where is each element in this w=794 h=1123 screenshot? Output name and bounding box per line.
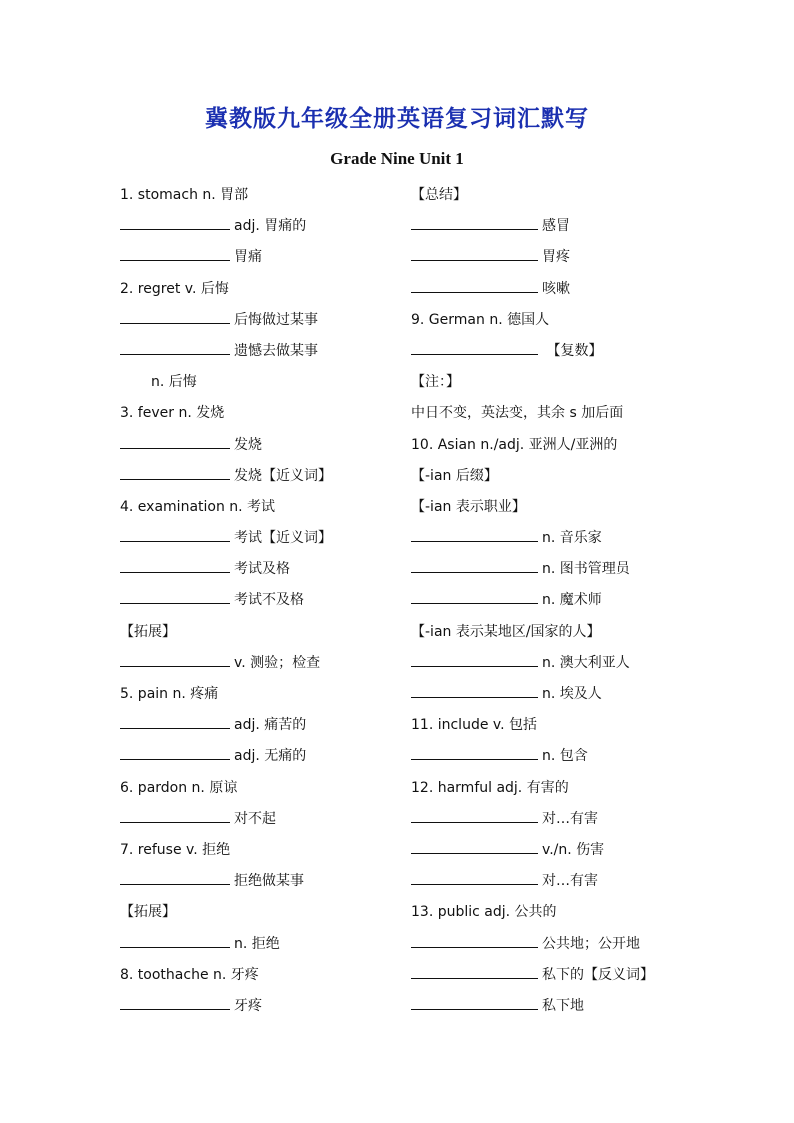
vocab-line xyxy=(411,367,711,398)
vocab-line xyxy=(120,897,400,928)
line-text: 4. examination n. 考试 xyxy=(120,498,276,515)
answer-blank[interactable] xyxy=(411,745,538,760)
line-text: 【-ian 后缀】 xyxy=(411,467,498,484)
line-text: 【拓展】 xyxy=(120,904,176,921)
answer-blank[interactable] xyxy=(120,933,230,948)
line-text: n. 拒绝 xyxy=(234,935,280,952)
line-text: 7. refuse v. 拒绝 xyxy=(120,841,231,858)
answer-blank[interactable] xyxy=(411,964,538,979)
answer-blank[interactable] xyxy=(411,589,538,604)
fill-in-row xyxy=(411,211,711,242)
fill-in-row xyxy=(411,523,711,554)
line-text: 【-ian 表示某地区/国家的人】 xyxy=(411,623,601,640)
answer-blank[interactable] xyxy=(411,995,538,1010)
vocab-line xyxy=(411,773,711,804)
line-text: 13. public adj. 公共的 xyxy=(411,904,557,921)
line-text: 【总结】 xyxy=(411,187,467,203)
vocab-line xyxy=(411,398,711,429)
line-text: 公共地；公开地 xyxy=(542,935,640,952)
line-text: 11. include v. 包括 xyxy=(411,717,537,734)
line-text: v./n. 伤害 xyxy=(542,841,605,858)
fill-in-row xyxy=(120,710,400,741)
vocab-line xyxy=(411,492,711,523)
answer-blank[interactable] xyxy=(120,340,230,355)
fill-in-row xyxy=(411,835,711,866)
unit-heading: Grade Nine Unit 1 xyxy=(330,149,464,168)
fill-in-row xyxy=(120,461,400,492)
fill-in-row xyxy=(411,585,711,616)
vocab-line xyxy=(120,180,400,211)
line-text: 5. pain n. 疼痛 xyxy=(120,686,219,702)
answer-blank[interactable] xyxy=(411,215,538,230)
line-text: 考试不及格 xyxy=(234,592,304,609)
answer-blank[interactable] xyxy=(411,558,538,573)
line-text: 私下的【反义词】 xyxy=(542,966,654,983)
answer-blank[interactable] xyxy=(120,246,230,261)
fill-in-row xyxy=(411,741,711,772)
line-text: 10. Asian n./adj. 亚洲人/亚洲的 xyxy=(411,436,618,453)
vocab-line xyxy=(411,617,711,648)
line-text: 发烧 xyxy=(234,436,262,453)
answer-blank[interactable] xyxy=(120,714,230,729)
vocab-line xyxy=(411,305,711,336)
vocab-line xyxy=(120,679,400,710)
line-text: 后悔做过某事 xyxy=(234,311,318,328)
answer-blank[interactable] xyxy=(120,215,230,230)
answer-blank[interactable] xyxy=(411,808,538,823)
line-text: n. 埃及人 xyxy=(542,686,602,702)
line-text: 2. regret v. 后悔 xyxy=(120,280,229,297)
line-text: adj. 痛苦的 xyxy=(234,717,307,734)
line-text: 私下地 xyxy=(542,997,584,1014)
line-text: n. 音乐家 xyxy=(542,530,602,547)
fill-in-row xyxy=(120,523,400,554)
answer-blank[interactable] xyxy=(120,808,230,823)
answer-blank[interactable] xyxy=(411,839,538,854)
line-text: 拒绝做某事 xyxy=(234,873,304,890)
line-text: 6. pardon n. 原谅 xyxy=(120,779,238,796)
line-text: 12. harmful adj. 有害的 xyxy=(411,779,569,796)
line-text: adj. 无痛的 xyxy=(234,748,307,765)
line-text: 【复数】 xyxy=(542,342,603,359)
line-text: 【注：】 xyxy=(411,374,460,391)
vocab-line xyxy=(120,617,400,648)
answer-blank[interactable] xyxy=(120,527,230,542)
answer-blank[interactable] xyxy=(120,652,230,667)
fill-in-row xyxy=(120,991,400,1022)
line-text: 对…有害 xyxy=(542,810,598,827)
fill-in-row xyxy=(411,960,711,991)
answer-blank[interactable] xyxy=(120,995,230,1010)
answer-blank[interactable] xyxy=(120,870,230,885)
answer-blank[interactable] xyxy=(411,340,538,355)
fill-in-row xyxy=(411,804,711,835)
fill-in-row xyxy=(411,554,711,585)
line-text: n. 后悔 xyxy=(151,374,197,391)
answer-blank[interactable] xyxy=(411,683,538,698)
answer-blank[interactable] xyxy=(120,745,230,760)
fill-in-row xyxy=(120,242,400,273)
vocab-line xyxy=(120,274,400,305)
line-text: 9. German n. 德国人 xyxy=(411,311,550,328)
line-text: n. 图书管理员 xyxy=(542,561,630,578)
vocab-line xyxy=(120,960,400,991)
fill-in-row xyxy=(120,804,400,835)
fill-in-row xyxy=(411,929,711,960)
fill-in-row xyxy=(411,991,711,1022)
vocab-line xyxy=(120,492,400,523)
line-text: 对不起 xyxy=(234,810,276,827)
answer-blank[interactable] xyxy=(120,589,230,604)
line-text: 【拓展】 xyxy=(120,623,176,640)
line-text: 考试【近义词】 xyxy=(234,530,332,547)
answer-blank[interactable] xyxy=(411,527,538,542)
vocab-line xyxy=(120,773,400,804)
line-text: 【-ian 表示职业】 xyxy=(411,498,526,515)
fill-in-row xyxy=(411,679,711,710)
line-text: 发烧【近义词】 xyxy=(234,467,332,484)
line-text: 8. toothache n. 牙疼 xyxy=(120,966,259,983)
line-text: n. 魔术师 xyxy=(542,592,602,609)
vocab-line xyxy=(411,430,711,461)
vocab-line xyxy=(120,835,400,866)
answer-blank[interactable] xyxy=(411,278,538,293)
line-text: 胃痛 xyxy=(234,249,262,266)
answer-blank[interactable] xyxy=(120,309,230,324)
right-column xyxy=(411,180,711,1022)
fill-in-row xyxy=(120,211,400,242)
line-text: 中日不变，英法变，其余 s 加后面 xyxy=(411,405,624,422)
fill-in-row xyxy=(411,648,711,679)
line-text: 遗憾去做某事 xyxy=(234,342,318,359)
line-text: n. 澳大利亚人 xyxy=(542,654,630,671)
fill-in-row xyxy=(120,336,400,367)
fill-in-row xyxy=(120,929,400,960)
line-text: adj. 胃痛的 xyxy=(234,218,307,235)
fill-in-row xyxy=(120,305,400,336)
line-text: 感冒 xyxy=(542,218,570,235)
line-text: 3. fever n. 发烧 xyxy=(120,405,225,422)
vocab-line xyxy=(411,461,711,492)
answer-blank[interactable] xyxy=(120,465,230,480)
vocab-line xyxy=(411,710,711,741)
fill-in-row xyxy=(411,274,711,305)
vocab-line xyxy=(411,897,711,928)
line-text: 考试及格 xyxy=(234,561,290,578)
answer-blank[interactable] xyxy=(411,652,538,667)
answer-blank[interactable] xyxy=(411,870,538,885)
fill-in-row xyxy=(120,430,400,461)
fill-in-row xyxy=(120,554,400,585)
line-text: 咳嗽 xyxy=(542,280,570,297)
line-text: v. 测验；检查 xyxy=(234,654,321,671)
left-column xyxy=(120,180,400,1022)
vocab-line xyxy=(120,398,400,429)
fill-in-row xyxy=(120,866,400,897)
line-text: 1. stomach n. 胃部 xyxy=(120,187,249,203)
line-text: 牙疼 xyxy=(234,997,262,1014)
line-text: 对…有害 xyxy=(542,873,598,890)
fill-in-row xyxy=(120,585,400,616)
fill-in-row xyxy=(411,866,711,897)
fill-in-row xyxy=(411,336,711,367)
fill-in-row xyxy=(120,648,400,679)
page-title: 冀教版九年级全册英语复习词汇默写 xyxy=(205,106,589,132)
vocab-line xyxy=(120,367,400,398)
answer-blank[interactable] xyxy=(120,558,230,573)
fill-in-row xyxy=(120,741,400,772)
answer-blank[interactable] xyxy=(411,933,538,948)
answer-blank[interactable] xyxy=(120,434,230,449)
line-text: n. 包含 xyxy=(542,748,588,765)
vocab-line xyxy=(411,180,711,211)
fill-in-row xyxy=(411,242,711,273)
line-text: 胃疼 xyxy=(542,249,570,266)
answer-blank[interactable] xyxy=(411,246,538,261)
